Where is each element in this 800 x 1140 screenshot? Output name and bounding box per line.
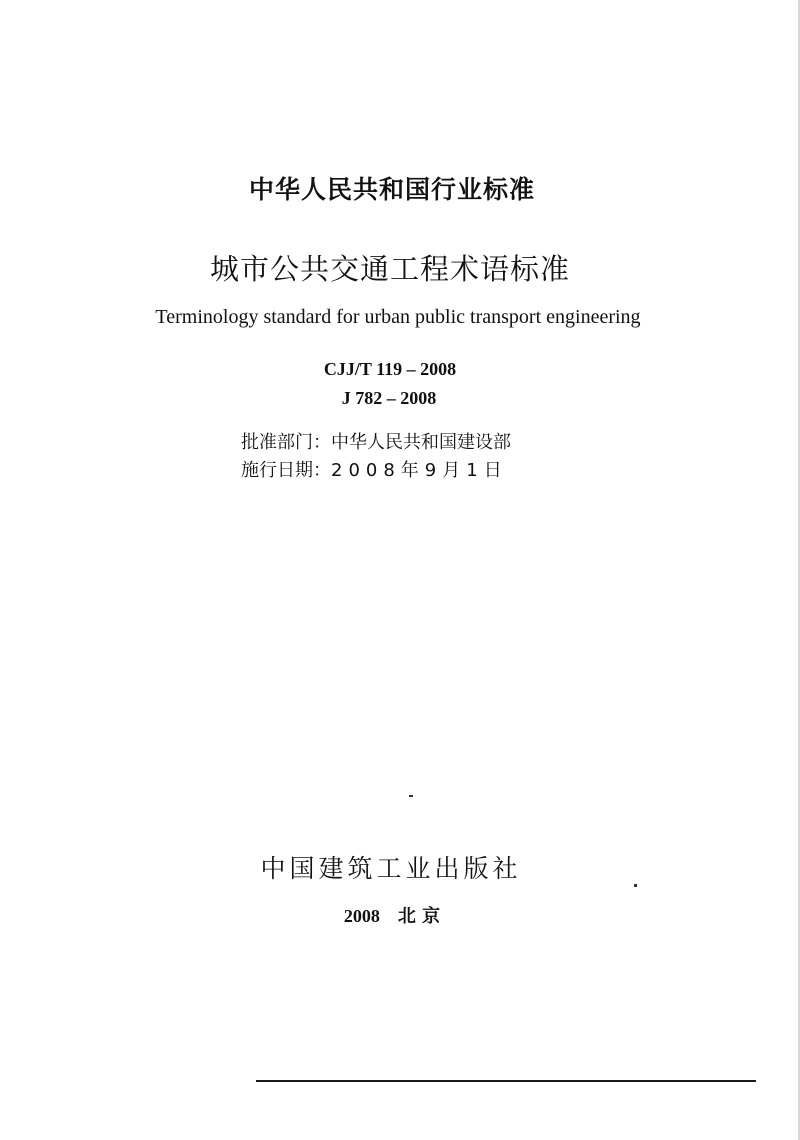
publication-year: 2008	[343, 906, 380, 926]
effective-date-row	[241, 456, 508, 482]
standard-title-chinese: 城市公共交通工程术语标准	[209, 252, 570, 286]
standard-code-secondary: J 782 – 2008	[341, 388, 437, 408]
standard-title-english: Terminology standard for urban public transport engineering	[155, 306, 641, 328]
approval-row	[241, 428, 511, 454]
approval-value: 中华人民共和国建设部	[331, 432, 511, 453]
standard-series-title: 中华人民共和国行业标准	[248, 175, 535, 204]
publication-city: 北 京	[397, 906, 441, 927]
approval-label: 批准部门：	[241, 432, 331, 453]
standard-code-primary: CJJ/T 119 – 2008	[323, 359, 457, 379]
scan-speck	[409, 795, 413, 797]
bottom-rule	[256, 1080, 756, 1082]
effective-date-value: 2008年9月1日	[331, 460, 508, 481]
publisher-name: 中国建筑工业出版社	[260, 854, 522, 883]
publication-line	[0, 902, 792, 928]
effective-date-label: 施行日期：	[241, 460, 331, 481]
